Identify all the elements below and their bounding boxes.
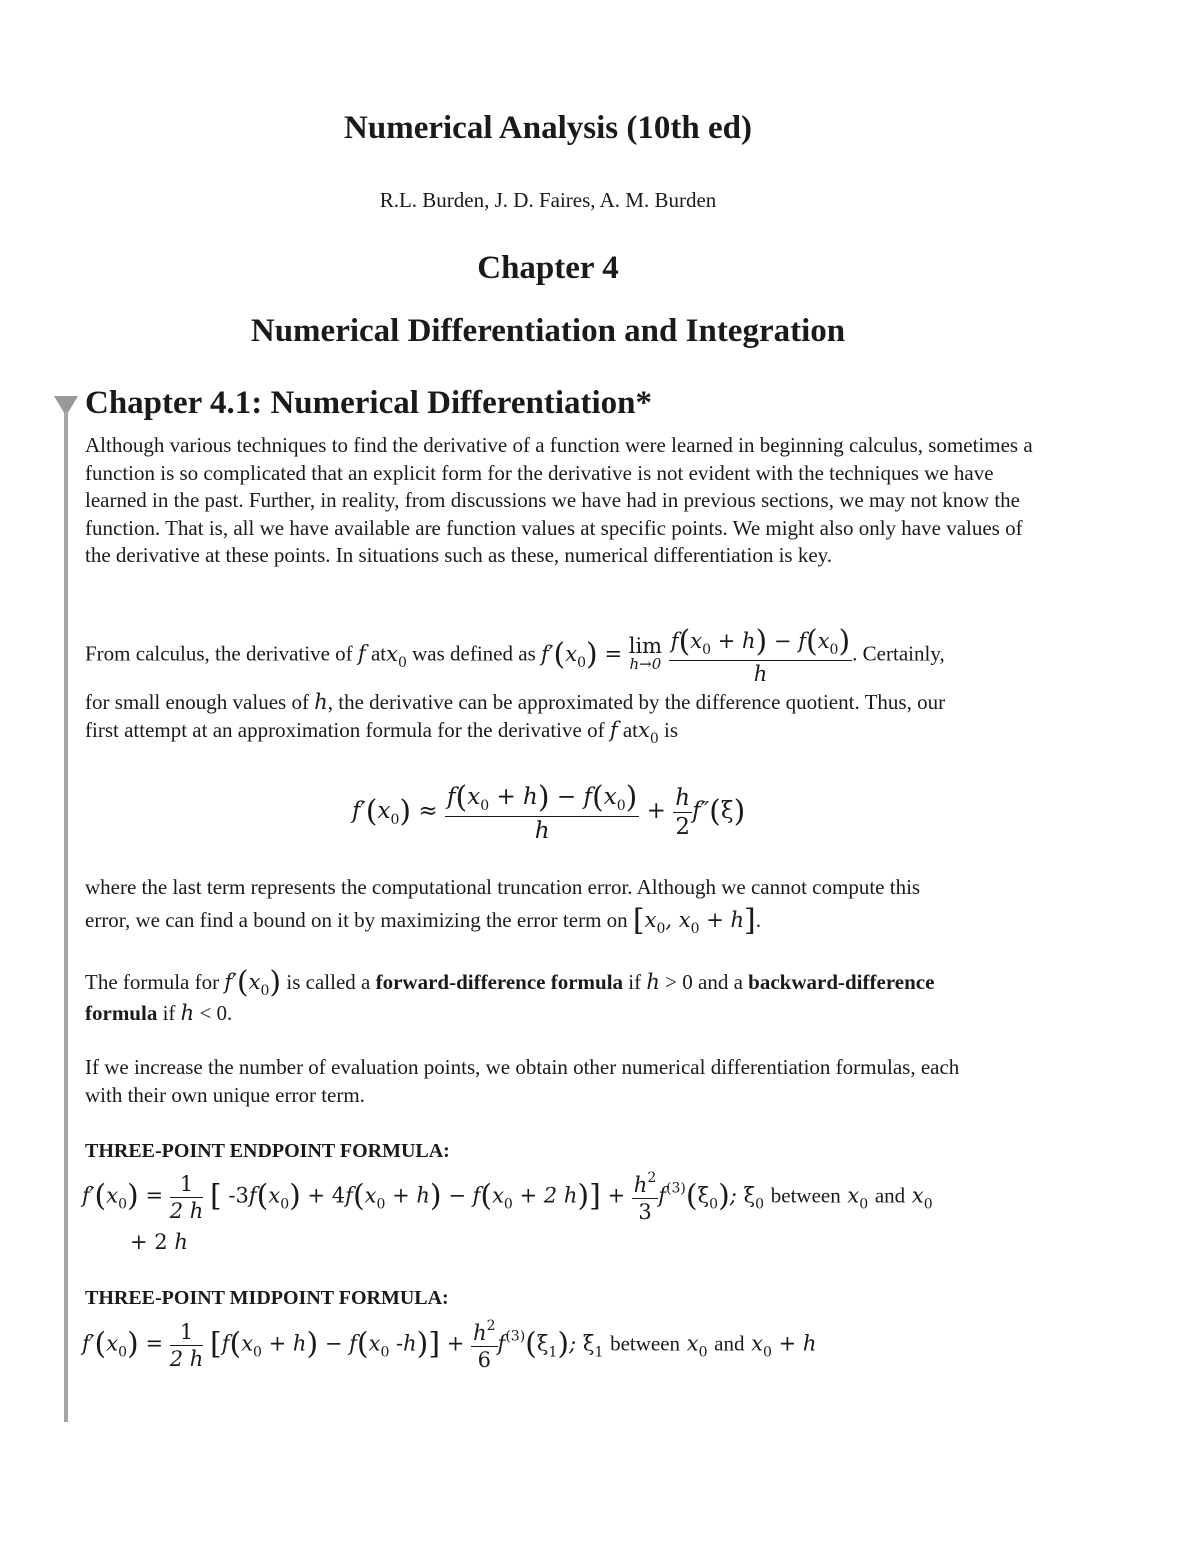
intro-paragraph: Although various techniques to find the derivative of a function were learned in beginning calculus, sometimes a function is so complicated that an explicit form for the derivative is not evident with the techniques we have learned in the past. Further, in reality, from discussions we have had in previous sections, we may not know the function. That is, all we have available are function values at specific points. We might also only have values of the derivative at these points. In situations such as these, numerical differentiation is key. (85, 433, 1033, 567)
document-authors: R.L. Burden, J. D. Faires, A. M. Burden (379, 188, 717, 212)
chapter-subtitle: Numerical Differentiation and Integration (250, 313, 846, 349)
paragraph3-line1: where the last term represents the computational truncation error. Although we cannot compute this (85, 875, 921, 899)
derivative-definition-line: From calculus, the derivative of f atx$_0$ was defined as $f'(x_0)$ = lim h→0 $\frac{f(x_0 + h) - f(x_0)}{h}$ . Certainly, (85, 624, 945, 686)
paragraph4-line2: formula if h < 0. (85, 1001, 233, 1025)
three-point-midpoint-formula: $f'(x_0)$ = $\frac{1}{2 h}$ [$f(x_0 + h) - f(x_0$ -h)] + $\frac{h^2}{6}$ $f^{(3)}(\xi_1)$; $\xi_1$ between $x_0$ and $x_0 + h$ (82, 1318, 817, 1372)
document-title: Numerical Analysis (10th ed) (344, 110, 752, 146)
paragraph2-line2: for small enough values of h, the derivative can be approximated by the difference quotient. Thus, our (85, 690, 946, 714)
endpoint-formula-label: THREE-POINT ENDPOINT FORMULA: (85, 1140, 450, 1162)
paragraph5-line1: If we increase the number of evaluation points, we obtain other numerical differentiation formulas, each (85, 1055, 960, 1079)
three-point-endpoint-formula: $f'(x_0)$ = $\frac{1}{2 h}$ [ $-3f(x_0) + 4f(x_0 + h) - f(x_0 + 2$ h)] + $\frac{h^2}{3}$ $f^{(3)}(\xi_0)$; $\xi_0$ between $x_0$ and $x_0$ (82, 1170, 933, 1224)
paragraph5-line2: with their own unique error term. (85, 1083, 365, 1107)
forward-difference-formula: $f'(x_0)$ ≈ $\frac{f(x_0 + h) - f(x_0)}{h}$ + $\frac{h}{2}$ f″(ξ) (352, 780, 746, 844)
limit-definition-formula: $f'(x_0)$ = lim h→0 $\frac{f(x_0 + h) - f(x_0)}{h}$ (541, 624, 851, 686)
section-heading: Chapter 4.1: Numerical Differentiation* (85, 385, 653, 421)
midpoint-formula-label: THREE-POINT MIDPOINT FORMULA: (85, 1287, 449, 1309)
paragraph2-line3: first attempt at an approximation formula for the derivative of f atx$_0$ is (85, 718, 679, 747)
endpoint-formula-continuation: + 2 h (130, 1230, 188, 1254)
section-collapse-bar[interactable] (64, 412, 68, 1422)
chapter-title: Chapter 4 (477, 250, 619, 286)
paragraph3-line2: error, we can find a bound on it by maximizing the error term on [$x_0$, $x_0 + h$]. (85, 903, 761, 938)
paragraph4-line1: The formula for $f'(x_0)$ is called a forward-difference formula if h > 0 and a backward-difference (85, 965, 935, 1000)
